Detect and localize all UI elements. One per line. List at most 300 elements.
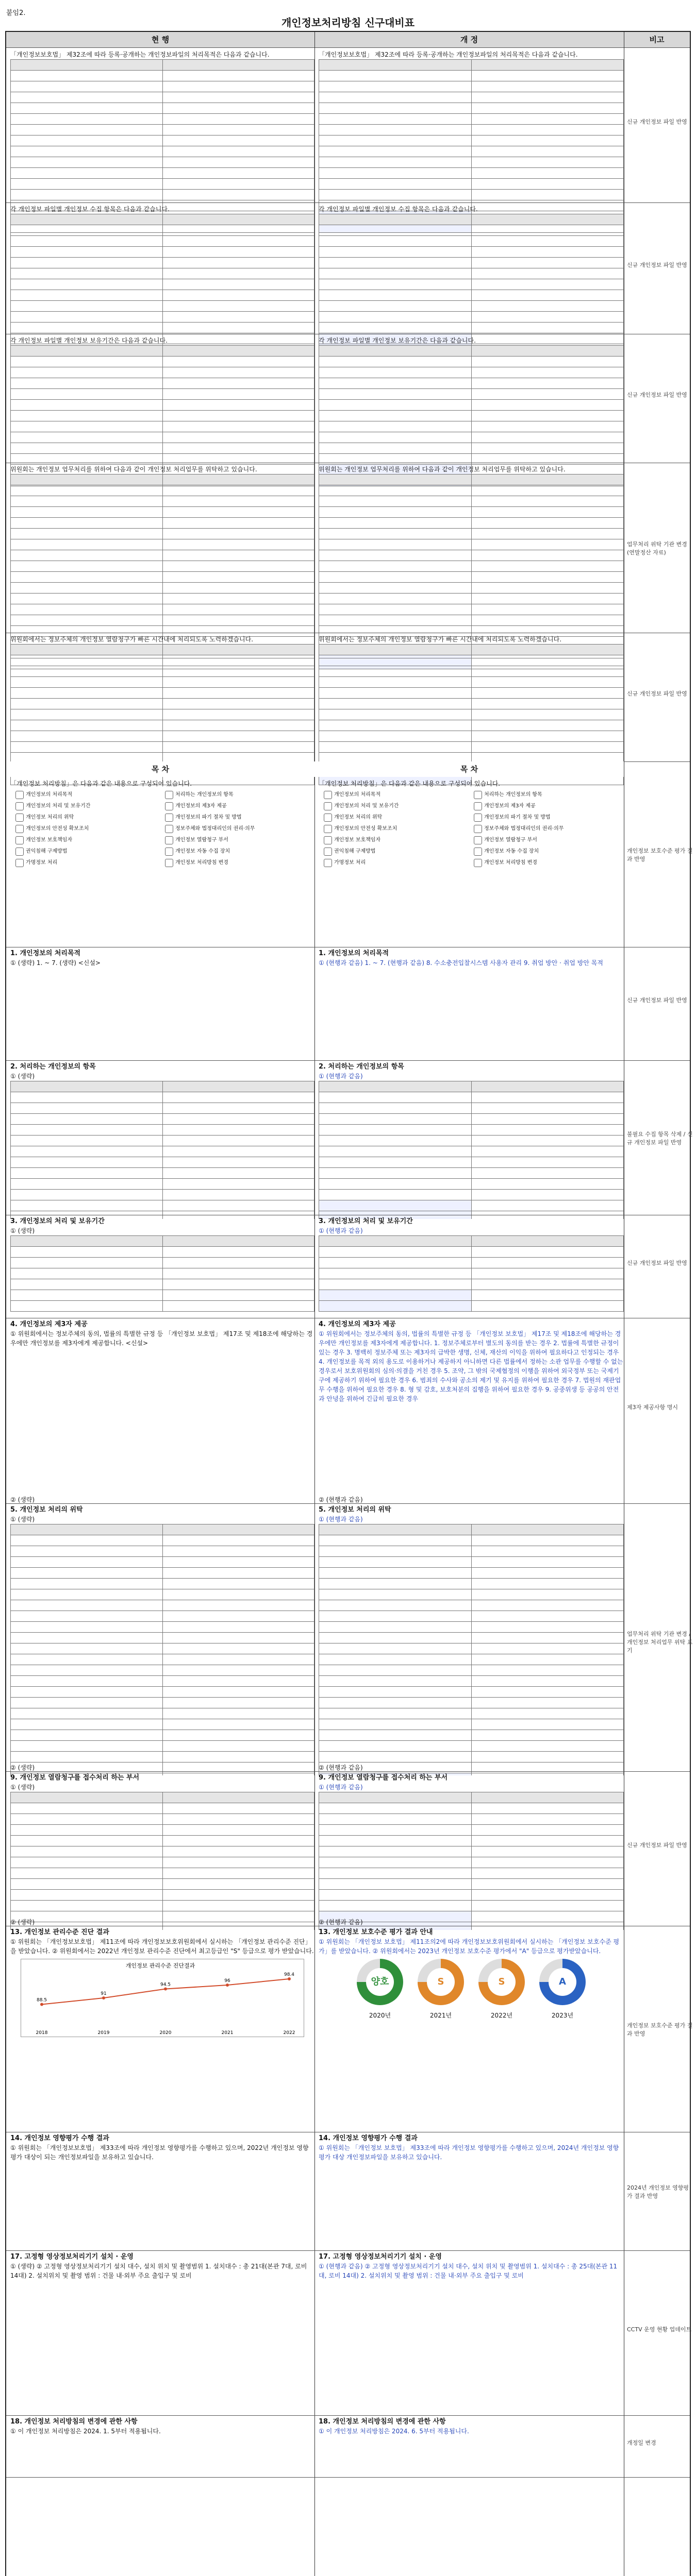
section-table-old-cell [162, 1103, 314, 1114]
section-text2-new: ② (현행과 같음) [319, 1764, 363, 1771]
toc-note: 개인정보 보호수준 평가 결과 반영 [627, 848, 693, 862]
row-new-table-cell [319, 190, 472, 200]
doc-title: 개인정보처리방침 신구대비표 [281, 16, 415, 29]
chart-tick-label: 2019 [97, 2030, 110, 2036]
row-new-table-head2 [471, 60, 624, 71]
row-new-table-cell [319, 485, 472, 496]
section-new [314, 2132, 628, 2255]
section-table-new-cell [319, 1600, 472, 1611]
row-old-table-cell [11, 225, 163, 236]
toc-item-icon [474, 825, 482, 833]
row-new-table-cell [471, 389, 624, 400]
section-note: 2024년 개인정보 영향평가 결과 반영 [627, 2184, 689, 2199]
section-table-new-cell [319, 1708, 472, 1719]
row-old-table-cell [162, 485, 314, 496]
row-old-table-head2 [162, 214, 314, 225]
section-table-old-cell [162, 1654, 314, 1665]
row-new-table-cell [319, 583, 472, 594]
row-new-table-cell [471, 742, 624, 753]
section-heading-new: 5. 개인정보 처리의 위탁 [319, 1506, 391, 1514]
row-new-table-cell [319, 125, 472, 135]
row-old-table-cell [162, 677, 314, 688]
section-table-new-cell [471, 1103, 624, 1114]
section-text-old: ① 위원회는 「개인정보보호법」 제11조에 따라 개인정보보호위원회에서 실시하는 「개인정보 관리수준 진단」을 받았습니다. ② 위원회에서는 2022년 개인정보 관리수준 진단에서 최고등급인 "S" 등급으로 평가 받았습니다. [10, 1938, 314, 1955]
toc-item-icon [15, 791, 24, 799]
section-table-new-cell [471, 1168, 624, 1179]
section-heading-new: 9. 개인정보 열람청구를 접수처리 하는 부서 [319, 1774, 448, 1782]
chart-data-label: 91 [101, 1991, 107, 1996]
row-old-table-cell [11, 323, 163, 333]
toc-item [324, 847, 469, 856]
section-table-new-cell [471, 1719, 624, 1730]
row-new-table-cell [319, 114, 472, 125]
toc-item-label: 개인정보의 파기 절차 및 방법 [175, 815, 242, 820]
toc-item [474, 802, 619, 811]
section-heading-new: 13. 개인정보 보호수준 평가 결과 안내 [319, 1928, 433, 1936]
row-old-table-cell [162, 389, 314, 400]
row-old-table-cell [11, 125, 163, 135]
row-old-table-cell [11, 71, 163, 81]
chart-tick-label: 2022 [283, 2030, 295, 2036]
toc-item-icon [474, 802, 482, 810]
section-text-old: ① 위원회에서는 정보주체의 동의, 법률의 특별한 규정 등 「개인정보 보호법」 제17조 및 제18조에 해당하는 경우에만 개인정보를 제3자에게 제공합니다. <신설> [10, 1330, 313, 1347]
section-table-new-cell [319, 1179, 472, 1190]
chart-data-label: 96 [224, 1978, 230, 1984]
row-old-table-cell [162, 135, 314, 146]
section-table-new-cell [319, 1814, 472, 1825]
section-table-old-head2 [162, 1524, 314, 1535]
section-table-new-cell [471, 1622, 624, 1633]
section-table-new-cell [471, 1687, 624, 1698]
grade-item [410, 1956, 471, 2020]
row-old-table-cell [11, 699, 163, 709]
section-table-new-cell [471, 1730, 624, 1741]
toc-item-label: 개인정보의 처리목적 [26, 792, 73, 798]
section-table-old-cell [11, 1611, 163, 1622]
row-new-table-cell [319, 688, 472, 699]
section-text2-old: ② (생략) [10, 1496, 35, 1503]
section-table-new-cell [471, 1846, 624, 1857]
row-new-table-cell [471, 411, 624, 421]
row-new-table-cell [319, 179, 472, 190]
section-table-old-cell [162, 1803, 314, 1814]
row-old-table-cell [162, 168, 314, 179]
toc-old [6, 777, 319, 872]
section-table-new-cell [319, 1633, 472, 1643]
section-table-new-cell [471, 1268, 624, 1279]
section-old [6, 1503, 319, 1775]
section-table-old-cell [162, 1290, 314, 1301]
section-old [6, 1215, 319, 1322]
section-table-old-cell [11, 1687, 163, 1698]
row-new-table-cell [471, 146, 624, 157]
row-new-table-cell [319, 615, 472, 626]
toc-item [324, 836, 469, 845]
row-old-table-cell [162, 258, 314, 268]
doc-label: 붙임2. [6, 9, 26, 17]
row-new-table-cell [319, 258, 472, 268]
row-old-table-cell [162, 615, 314, 626]
row-new-table-cell [319, 709, 472, 720]
row-new-table-cell [471, 81, 624, 92]
section-heading-old: 4. 개인정보의 제3자 제공 [10, 1320, 88, 1328]
toc-item-label: 개인정보의 처리 및 보유기간 [26, 803, 91, 809]
section-text-old: ① (생략) [10, 1073, 35, 1080]
section-table-new-cell [319, 1836, 472, 1846]
section-table-old-cell [11, 1825, 163, 1836]
toc-item-label: 정보주체와 법정대리인의 권리·의무 [484, 826, 564, 832]
section-table-old-cell [162, 1825, 314, 1836]
row-new-table-cell [471, 443, 624, 454]
row-old-table-head [11, 474, 163, 485]
section-table-new-cell [471, 1901, 624, 1911]
section-table-new-cell [319, 1092, 472, 1103]
section-table-new-cell [471, 1568, 624, 1579]
row-new-table-cell [319, 389, 472, 400]
section-table-new-cell [319, 1890, 472, 1901]
toc-item [165, 824, 309, 834]
section-table-new-cell [319, 1901, 472, 1911]
row-new-table-cell [471, 114, 624, 125]
row-new-table-cell [319, 81, 472, 92]
row-old-table-cell [162, 594, 314, 604]
section-old [6, 1926, 319, 2136]
toc-item-label: 처리하는 개인정보의 항목 [175, 792, 234, 798]
row-old-table-cell [11, 103, 163, 114]
row-old-table-head [11, 60, 163, 71]
section-table-new-head2 [471, 1081, 624, 1092]
section-table-old-head [11, 1236, 163, 1247]
toc-item-icon [474, 791, 482, 799]
row-old-table-cell [11, 709, 163, 720]
row-old-table-cell [11, 742, 163, 753]
section-note: 제3자 제공사항 명시 [627, 1404, 678, 1411]
section-table-old-cell [11, 1301, 163, 1312]
row-old-table-cell [162, 443, 314, 454]
chart-data-label: 88.5 [36, 1997, 47, 2003]
row-new-table-cell [471, 432, 624, 443]
row-new-table-cell [319, 720, 472, 731]
toc-item-label: 개인정보 처리방침 변경 [484, 860, 537, 866]
row-new-table-cell [319, 323, 472, 333]
section-heading-new: 3. 개인정보의 처리 및 보유기간 [319, 1217, 413, 1225]
row-new-table-cell [471, 561, 624, 572]
section-table-new-cell [471, 1125, 624, 1136]
row-new-table-cell [319, 357, 472, 367]
row-old-table-cell [11, 731, 163, 742]
row-new-table-cell [319, 666, 472, 677]
section-heading-old: 3. 개인정보의 처리 및 보유기간 [10, 1217, 105, 1225]
row-old-table-cell [11, 114, 163, 125]
chart-point [164, 1988, 167, 1991]
row-new-table-cell [471, 496, 624, 507]
row-new-table-cell [471, 258, 624, 268]
toc-item-icon [324, 836, 332, 844]
toc-item [15, 847, 160, 856]
section-table-old-cell [162, 1752, 314, 1762]
section-table-old-cell [162, 1179, 314, 1190]
section-table-new-head2 [471, 1792, 624, 1803]
row-old-table-cell [162, 125, 314, 135]
section-table-new-cell [471, 1676, 624, 1687]
row-old-table-cell [162, 71, 314, 81]
section-table-old-cell [11, 1803, 163, 1814]
section-table-old-cell [11, 1868, 163, 1879]
section-heading-new: 14. 개인정보 영향평가 수행 결과 [319, 2134, 418, 2142]
section-table-old-cell [162, 1258, 314, 1268]
toc-intro-old: 「개인정보 처리방침」은 다음과 같은 내용으로 구성되어 있습니다. [10, 780, 192, 787]
section-table-old-cell [11, 1579, 163, 1589]
section-old [6, 1318, 319, 1507]
row-new-table-head [319, 60, 472, 71]
toc-item-icon [15, 802, 24, 810]
section-table-new-cell [471, 1752, 624, 1762]
section-heading-new: 1. 개인정보의 처리목적 [319, 950, 389, 957]
section-table-old-cell [11, 1200, 163, 1211]
toc-item [324, 790, 469, 800]
row-old-table-cell [162, 367, 314, 378]
row-old-table-cell [11, 400, 163, 411]
section-old [6, 2415, 319, 2481]
toc-item-icon [165, 825, 173, 833]
toc-item-icon [474, 859, 482, 867]
section-table-old-cell [162, 1146, 314, 1157]
section-heading-new: 17. 고정형 영상정보처리기기 설치 · 운영 [319, 2253, 442, 2261]
section-table-old-cell [11, 1676, 163, 1687]
section-text-new: ① 이 개인정보 처리방침은 2024. 6. 5부터 적용됩니다. [319, 2428, 469, 2435]
row-new-table-cell [471, 615, 624, 626]
row-new-table-cell [319, 655, 472, 666]
section-table-new-cell [319, 1301, 472, 1312]
section-note: 신규 개인정보 파일 반영 [627, 1842, 687, 1849]
section-table-new-cell [319, 1200, 472, 1211]
row-old-table-cell [11, 720, 163, 731]
section-note: 불필요 수집 항목 삭제 / 신규 개인정보 파일 반영 [627, 1131, 693, 1146]
toc-item-label: 개인정보 처리의 위탁 [334, 815, 383, 820]
section-note: 개인정보 보호수준 평가 결과 반영 [627, 2022, 693, 2037]
section-text-new: ① (현행과 같음) [319, 1227, 363, 1234]
section-table-old-cell [162, 1868, 314, 1879]
section-table-old-cell [162, 1814, 314, 1825]
row-new-table-cell [319, 236, 472, 247]
row-old-table-cell [11, 135, 163, 146]
row-new-table-cell [319, 594, 472, 604]
row-new-table-cell [319, 507, 472, 518]
toc-item-label: 개인정보의 파기 절차 및 방법 [484, 815, 551, 820]
row-new-table-cell [471, 279, 624, 290]
section-table-new-cell [471, 1803, 624, 1814]
row-new-table-cell [471, 583, 624, 594]
toc-item [324, 824, 469, 834]
toc-item-icon [324, 814, 332, 822]
section-table-new-cell [319, 1589, 472, 1600]
row-new-table-cell [471, 103, 624, 114]
section-table-new-cell [471, 1290, 624, 1301]
section-old [6, 1060, 319, 1219]
row-old-table-cell [11, 312, 163, 323]
row-old-table-head [11, 346, 163, 357]
section-table-new-cell [319, 1535, 472, 1546]
section-table-old-cell [11, 1136, 163, 1146]
section-table-new-cell [319, 1579, 472, 1589]
row-old-table-cell [11, 561, 163, 572]
chart-point [288, 1977, 291, 1980]
toc-intro-new: 「개인정보 처리방침」은 다음과 같은 내용으로 구성되어 있습니다. [319, 780, 501, 787]
toc-item-icon [165, 836, 173, 844]
row-new-table-cell [319, 146, 472, 157]
row-new-table-head [319, 346, 472, 357]
toc-item-icon [474, 836, 482, 844]
row-old [6, 48, 319, 207]
section-table-old-cell [11, 1168, 163, 1179]
section-table-old-cell [11, 1836, 163, 1846]
section-table-old-cell [162, 1125, 314, 1136]
grade-gauge [478, 1959, 525, 2005]
toc-item-icon [15, 825, 24, 833]
row-old-table-cell [11, 378, 163, 389]
section-note: CCTV 운영 현황 업데이트 [627, 2326, 692, 2333]
row-old-table-cell [11, 411, 163, 421]
section-table-old-cell [162, 1247, 314, 1258]
toc-item-label: 권익침해 구제방법 [334, 849, 376, 854]
row-new [314, 633, 628, 766]
row-new-text: 「개인정보보호법」 제32조에 따라 등록·공개하는 개인정보파일의 처리목적은 다음과 같습니다. [319, 51, 578, 58]
row-new-table-head [319, 214, 472, 225]
section-table-old-cell [162, 1857, 314, 1868]
row-new-text: 위원회는 개인정보 업무처리를 위하여 다음과 같이 개인정보 처리업무를 위탁하고 있습니다. [319, 466, 566, 473]
chart-data-label: 98.4 [284, 1972, 295, 1977]
toc-item [165, 836, 309, 845]
row-old-table-cell [162, 731, 314, 742]
row-old-table-cell [162, 290, 314, 301]
row-new-table-cell [471, 125, 624, 135]
toc-item-label: 처리하는 개인정보의 항목 [484, 792, 542, 798]
grade-gauge [418, 1959, 464, 2005]
row-note: 업무처리 위탁 기관 변경(연말정산 자료) [627, 541, 687, 556]
section-table-old-cell [11, 1179, 163, 1190]
toc-item-label: 가명정보 처리 [334, 860, 366, 866]
section-table-new-cell [471, 1114, 624, 1125]
section-text-old: ① 이 개인정보 처리방침은 2024. 1. 5부터 적용됩니다. [10, 2428, 161, 2435]
toc-item-label: 개인정보의 처리목적 [334, 792, 381, 798]
toc-item-icon [15, 814, 24, 822]
section-old [6, 1771, 319, 1930]
section-table-new-cell [471, 1247, 624, 1258]
section-table-new-cell [319, 1103, 472, 1114]
section-table-new-cell [471, 1708, 624, 1719]
row-old-table-cell [162, 720, 314, 731]
section-table-old-cell [162, 1708, 314, 1719]
section-text-old: ① (생략) [10, 1784, 35, 1791]
row-old-table-cell [162, 400, 314, 411]
section-table-new-cell [319, 1698, 472, 1708]
toc-item-icon [324, 791, 332, 799]
section-table-new-cell [471, 1654, 624, 1665]
row-old-table-cell [11, 268, 163, 279]
row-new-table-head [319, 474, 472, 485]
section-heading-old: 2. 처리하는 개인정보의 항목 [10, 1063, 96, 1071]
row-note: 신규 개인정보 파일 반영 [627, 392, 687, 398]
row-old-table-cell [162, 114, 314, 125]
section-table-old-cell [11, 1600, 163, 1611]
section-table-old-cell [162, 1546, 314, 1557]
section-text2-new: ② (현행과 같음) [319, 1496, 363, 1503]
row-old-table-cell [162, 279, 314, 290]
section-new [314, 1503, 628, 1775]
row-new-table-cell [319, 432, 472, 443]
toc-item-icon [165, 848, 173, 856]
header-note: 비고 [624, 32, 690, 47]
chart-point [226, 1984, 229, 1987]
toc-item-label: 권익침해 구제방법 [26, 849, 68, 854]
section-table-new-cell [319, 1157, 472, 1168]
section-table-new-cell [319, 1190, 472, 1200]
section-table-new-cell [319, 1247, 472, 1258]
section-new [314, 947, 628, 1064]
toc-item-icon [324, 825, 332, 833]
section-text-new: ① 위원회는 「개인정보 보호법」 제33조에 따라 개인정보 영향평가를 수행하고 있으며, 2024년 개인정보 영향평가 대상 개인정보파일을 보유하고 있습니다. [319, 2144, 619, 2161]
row-new-table-cell [471, 421, 624, 432]
grade-value: S [427, 1968, 455, 1996]
row-old-table-cell [11, 572, 163, 583]
section-table-new-cell [319, 1168, 472, 1179]
row-new-table-cell [319, 312, 472, 323]
section-table-old-cell [162, 1698, 314, 1708]
section-table-new [319, 1235, 624, 1312]
row-new-table-cell [471, 699, 624, 709]
section-table-old-cell [162, 1600, 314, 1611]
row-old-table-cell [11, 432, 163, 443]
row-new-text: 위원회에서는 정보주체의 개인정보 열람청구가 빠른 시간내에 처리되도록 노력하겠습니다. [319, 636, 562, 643]
section-table-new-cell [471, 1279, 624, 1290]
section-table-new-cell [471, 1868, 624, 1879]
row-new-table-cell [471, 731, 624, 742]
section-table-new-cell [471, 1179, 624, 1190]
row-old-table-cell [162, 190, 314, 200]
chart-box [21, 1959, 304, 2037]
row-old-table-cell [162, 323, 314, 333]
section-text-old: ① (생략) [10, 1227, 35, 1234]
toc-item [15, 858, 160, 868]
section-old [6, 2250, 319, 2419]
section-note: 신규 개인정보 파일 반영 [627, 997, 687, 1004]
section-table-old-head [11, 1081, 163, 1092]
section-text-new: ① 위원회는 「개인정보 보호법」 제11조의2에 따라 개인정보보호위원회에서 실시하는 「개인정보 보호수준 평가」를 받았습니다. ② 위원회에서는 2023년 개인정보 보호수준 평가에서 "A" 등급으로 평가받았습니다. [319, 1938, 620, 1955]
grade-item [532, 1956, 593, 2020]
section-text-old: ① (생략) 1. ~ 7. (생략) <신설> [10, 959, 101, 967]
row-old-table-cell [11, 236, 163, 247]
row-new-table-cell [319, 279, 472, 290]
row-new-table-cell [319, 421, 472, 432]
row-old-table-cell [11, 677, 163, 688]
row-new-table-cell [471, 485, 624, 496]
chart-tick-label: 2018 [36, 2030, 48, 2036]
row-old-table-cell [162, 742, 314, 753]
section-text2-old: ② (생략) [10, 1764, 35, 1771]
toc-item [324, 858, 469, 868]
section-table-old-cell [162, 1279, 314, 1290]
row-new-table-cell [319, 157, 472, 168]
section-table-new-cell [319, 1654, 472, 1665]
row-new-table-cell [319, 301, 472, 312]
toc-item [15, 836, 160, 845]
section-old [6, 2132, 319, 2255]
section-table-new-cell [319, 1665, 472, 1676]
section-table-old-cell [11, 1535, 163, 1546]
section-heading-old: 13. 개인정보 관리수준 진단 결과 [10, 1928, 109, 1936]
section-table-old-head2 [162, 1081, 314, 1092]
toc-item-label: 개인정보 보호책임자 [334, 837, 381, 843]
